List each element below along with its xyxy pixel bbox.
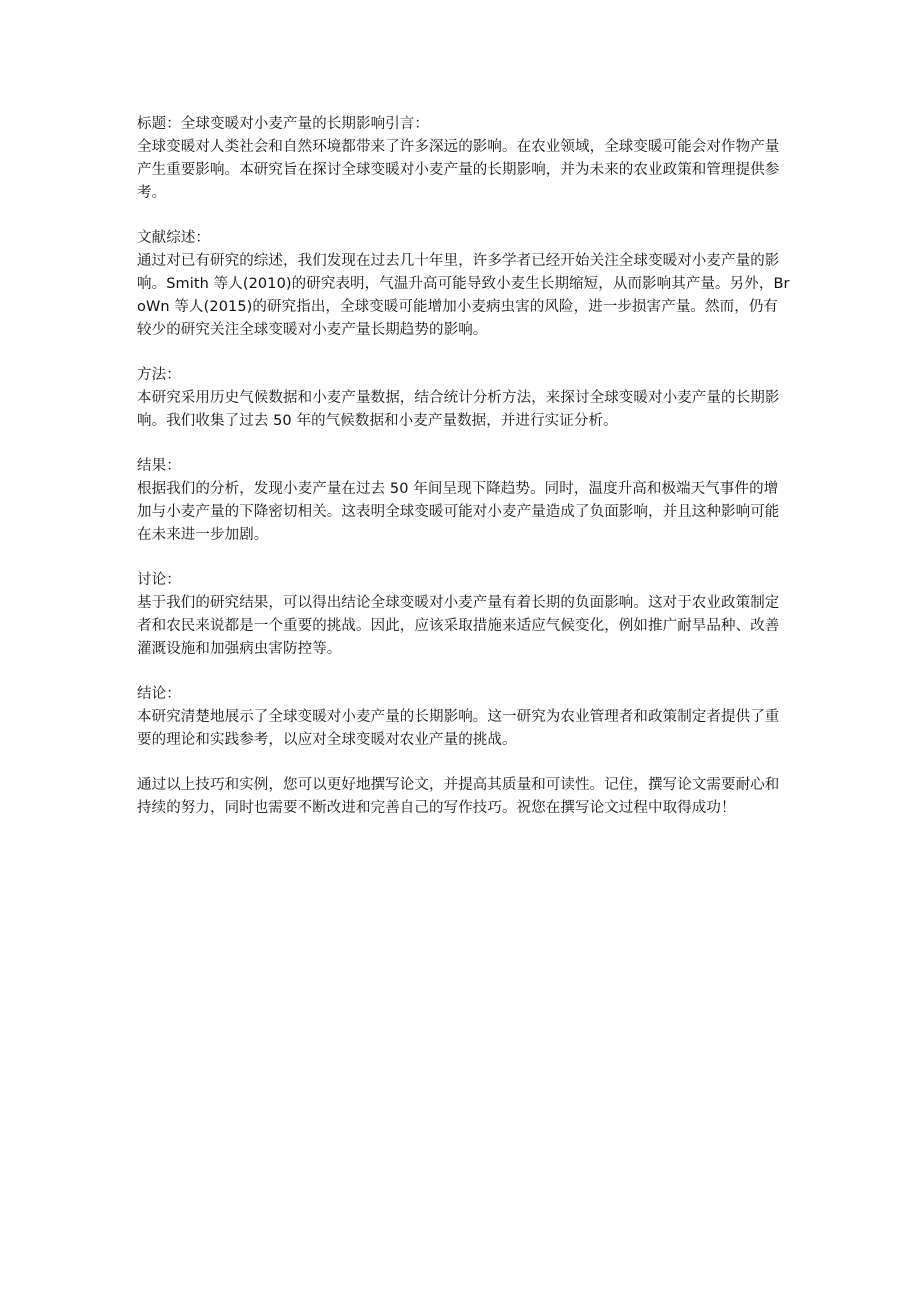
- section-literature-review: [137, 227, 790, 342]
- section-results: [137, 455, 790, 547]
- section-heading-literature-review: 文献综述：: [137, 230, 210, 246]
- section-body-introduction: 全球变暖对人类社会和自然环境都带来了许多深远的影响。在农业领域，全球变暖可能会对作物产量产生重要影响。本研究旨在探讨全球变暖对小麦产量的长期影响，并为未来的农业政策和管理提供参考。: [137, 139, 780, 201]
- section-methods: [137, 364, 790, 433]
- section-body-methods: 本研究采用历史气候数据和小麦产量数据，结合统计分析方法，来探讨全球变暖对小麦产量的长期影响。我们收集了过去 50 年的气候数据和小麦产量数据，并进行实证分析。: [137, 390, 780, 429]
- section-body-discussion: 基于我们的研究结果，可以得出结论全球变暖对小麦产量有着长期的负面影响。这对于农业政策制定者和农民来说都是一个重要的挑战。因此，应该采取措施来适应气候变化，例如推广耐旱品种、改善灌溉设施和加强病虫害防控等。: [137, 595, 780, 657]
- section-conclusion: [137, 683, 790, 752]
- section-heading-results: 结果：: [137, 458, 181, 474]
- section-closing: [137, 774, 790, 820]
- section-introduction: [137, 113, 790, 205]
- section-body-conclusion: 本研究清楚地展示了全球变暖对小麦产量的长期影响。这一研究为农业管理者和政策制定者提供了重要的理论和实践参考，以应对全球变暖对农业产量的挑战。: [137, 709, 780, 748]
- section-heading-title: 标题：全球变暖对小麦产量的长期影响引言：: [137, 116, 429, 132]
- section-body-literature-review: 通过对已有研究的综述，我们发现在过去几十年里，许多学者已经开始关注全球变暖对小麦产量的影响。Smith 等人(2010)的研究表明，气温升高可能导致小麦生长期缩短，从而影响其产量。另外，BroWn 等人(2015)的研究指出，全球变暖可能增加小麦病虫害的风险，进一步损害产量。然而，仍有较少的研究关注全球变暖对小麦产量长期趋势的影响。: [137, 253, 790, 338]
- section-heading-discussion: 讨论：: [137, 572, 181, 588]
- section-heading-methods: 方法：: [137, 367, 181, 383]
- closing-paragraph: 通过以上技巧和实例，您可以更好地撰写论文，并提高其质量和可读性。记住，撰写论文需要耐心和持续的努力，同时也需要不断改进和完善自己的写作技巧。祝您在撰写论文过程中取得成功！: [137, 777, 780, 816]
- section-heading-conclusion: 结论：: [137, 686, 181, 702]
- section-body-results: 根据我们的分析，发现小麦产量在过去 50 年间呈现下降趋势。同时，温度升高和极端天气事件的增加与小麦产量的下降密切相关。这表明全球变暖可能对小麦产量造成了负面影响，并且这种影响可能在未来进一步加剧。: [137, 481, 780, 543]
- section-discussion: [137, 569, 790, 661]
